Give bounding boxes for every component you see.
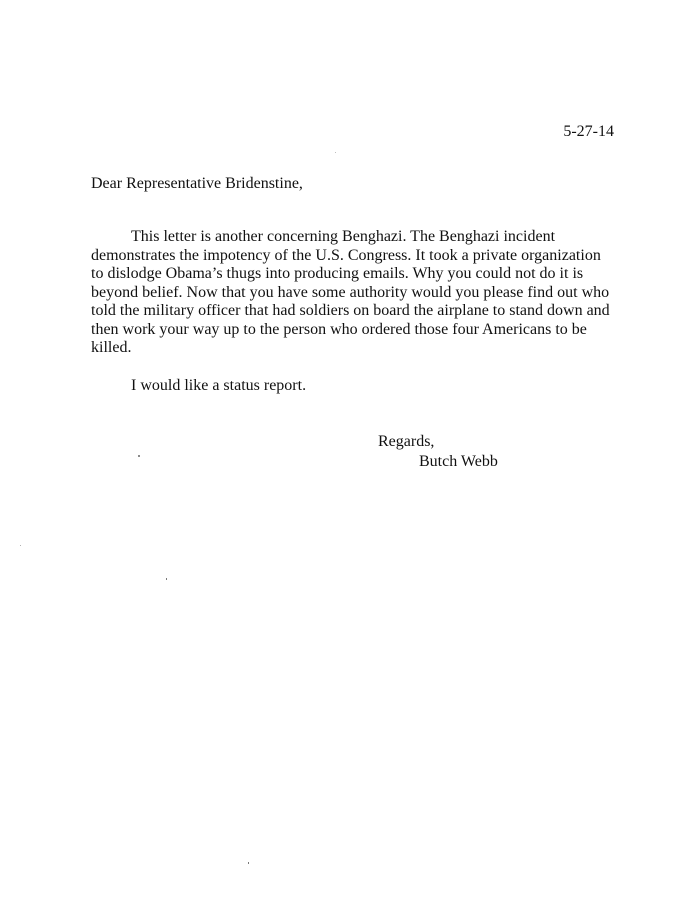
scan-speck bbox=[138, 455, 140, 457]
paragraph-line: killed. bbox=[91, 339, 132, 356]
paragraph-line: then work your way up to the person who ordered those four Americans to be bbox=[91, 320, 587, 338]
scan-speck bbox=[20, 545, 21, 546]
paragraph-line: to dislodge Obama’s thugs into producing emails. Why you could not do it is bbox=[91, 265, 584, 282]
scan-speck bbox=[335, 152, 336, 153]
paragraph-line: I would like a status report. bbox=[131, 377, 307, 394]
letter-body-paragraph-2 bbox=[91, 377, 621, 396]
paragraph-line: demonstrates the impotency of the U.S. Congress. It took a private organization bbox=[91, 246, 601, 264]
letter-date: 5-27-14 bbox=[563, 123, 614, 140]
scan-speck bbox=[248, 862, 249, 864]
paragraph-line: beyond belief. Now that you have some authority would you please find out who bbox=[91, 283, 610, 301]
letter-signature-name: Butch Webb bbox=[419, 453, 498, 470]
letter-salutation: Dear Representative Bridenstine, bbox=[91, 175, 303, 192]
paragraph-line: told the military officer that had soldiers on board the airplane to stand down and bbox=[91, 302, 610, 319]
scan-speck bbox=[166, 578, 167, 580]
letter-body-paragraph-1 bbox=[91, 228, 621, 358]
paragraph-line: This letter is another concerning Benghazi. The Benghazi incident bbox=[131, 228, 556, 245]
letter-closing: Regards, bbox=[378, 433, 435, 450]
